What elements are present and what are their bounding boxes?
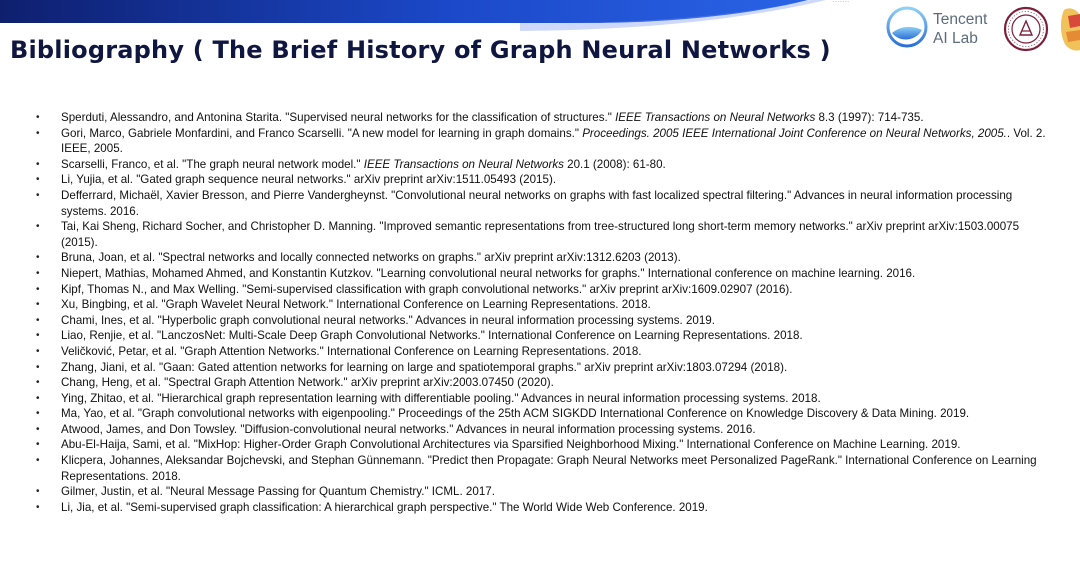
reference-item: • Liao, Renjie, et al. "LanczosNet: Multi-Scale Deep Graph Convolutional Networks." International Conference on Learning Representations. 2018. — [36, 328, 1046, 344]
reference-item: • Defferrard, Michaël, Xavier Bresson, and Pierre Vandergheynst. "Convolutional neural networks on graphs with fast localized spectral filtering." Advances in neural information processing systems. 2016. — [36, 188, 1046, 219]
reference-item: • Atwood, James, and Don Towsley. "Diffusion-convolutional neural networks." Advances in neural information processing systems. 2016. — [36, 422, 1046, 438]
corner-decoration-icon — [1056, 6, 1080, 52]
header-dots — [832, 0, 850, 4]
slide-title: Bibliography ( The Brief History of Graph Neural Networks ) — [10, 36, 831, 64]
reference-item: • Chang, Heng, et al. "Spectral Graph Attention Network." arXiv preprint arXiv:2003.07450 (2020). — [36, 375, 1046, 391]
reference-item: • Tai, Kai Sheng, Richard Socher, and Christopher D. Manning. "Improved semantic representations from tree-structured long short-term memory networks." arXiv preprint arXiv:1503.00075 (2015). — [36, 219, 1046, 250]
university-seal-icon — [1003, 6, 1049, 52]
reference-item: • Kipf, Thomas N., and Max Welling. "Semi-supervised classification with graph convolutional networks." arXiv preprint arXiv:1609.02907 (2016). — [36, 282, 1046, 298]
reference-item: • Chami, Ines, et al. "Hyperbolic graph convolutional neural networks." Advances in neural information processing systems. 2019. — [36, 313, 1046, 329]
reference-item: • Li, Jia, et al. "Semi-supervised graph classification: A hierarchical graph perspective." The World Wide Web Conference. 2019. — [36, 500, 1046, 516]
reference-item: • Veličković, Petar, et al. "Graph Attention Networks." International Conference on Learning Representations. 2018. — [36, 344, 1046, 360]
tencent-ai-lab-logo — [886, 6, 1006, 54]
tencent-ai-lab-icon — [886, 6, 928, 48]
reference-item: • Gori, Marco, Gabriele Monfardini, and Franco Scarselli. "A new model for learning in graph domains." Proceedings. 2005 IEEE International Joint Conference on Neural Networks, 2005.. Vol. 2. IEEE, 2005. — [36, 126, 1046, 157]
reference-item: • Xu, Bingbing, et al. "Graph Wavelet Neural Network." International Conference on Learning Representations. 2018. — [36, 297, 1046, 313]
reference-list — [36, 110, 1046, 515]
reference-item: • Zhang, Jiani, et al. "Gaan: Gated attention networks for learning on large and spatiotemporal graphs." arXiv preprint arXiv:1803.07294 (2018). — [36, 360, 1046, 376]
reference-item: • Li, Yujia, et al. "Gated graph sequence neural networks." arXiv preprint arXiv:1511.05493 (2015). — [36, 172, 1046, 188]
reference-item: • Niepert, Mathias, Mohamed Ahmed, and Konstantin Kutzkov. "Learning convolutional neural networks for graphs." International conference on machine learning. 2016. — [36, 266, 1046, 282]
reference-item: • Klicpera, Johannes, Aleksandar Bojchevski, and Stephan Günnemann. "Predict then Propagate: Graph Neural Networks meet Personalized PageRank." International Conference on Learning Representations. 2018. — [36, 453, 1046, 484]
reference-item: • Abu-El-Haija, Sami, et al. "MixHop: Higher-Order Graph Convolutional Architectures via Sparsified Neighborhood Mixing." International Conference on Machine Learning. 2019. — [36, 437, 1046, 453]
reference-item: • Bruna, Joan, et al. "Spectral networks and locally connected networks on graphs." arXiv preprint arXiv:1312.6203 (2013). — [36, 250, 1046, 266]
reference-item: • Ma, Yao, et al. "Graph convolutional networks with eigenpooling." Proceedings of the 25th ACM SIGKDD International Conference on Knowledge Discovery & Data Mining. 2019. — [36, 406, 1046, 422]
reference-item: • Sperduti, Alessandro, and Antonina Starita. "Supervised neural networks for the classification of structures." IEEE Transactions on Neural Networks 8.3 (1997): 714-735. — [36, 110, 1046, 126]
tencent-ai-lab-name: Tencent AI Lab — [933, 11, 988, 47]
reference-item: • Ying, Zhitao, et al. "Hierarchical graph representation learning with differentiable pooling." Advances in neural information processing systems. 2018. — [36, 391, 1046, 407]
reference-item: • Gilmer, Justin, et al. "Neural Message Passing for Quantum Chemistry." ICML. 2017. — [36, 484, 1046, 500]
reference-item: • Scarselli, Franco, et al. "The graph neural network model." IEEE Transactions on Neural Networks 20.1 (2008): 61-80. — [36, 157, 1046, 173]
